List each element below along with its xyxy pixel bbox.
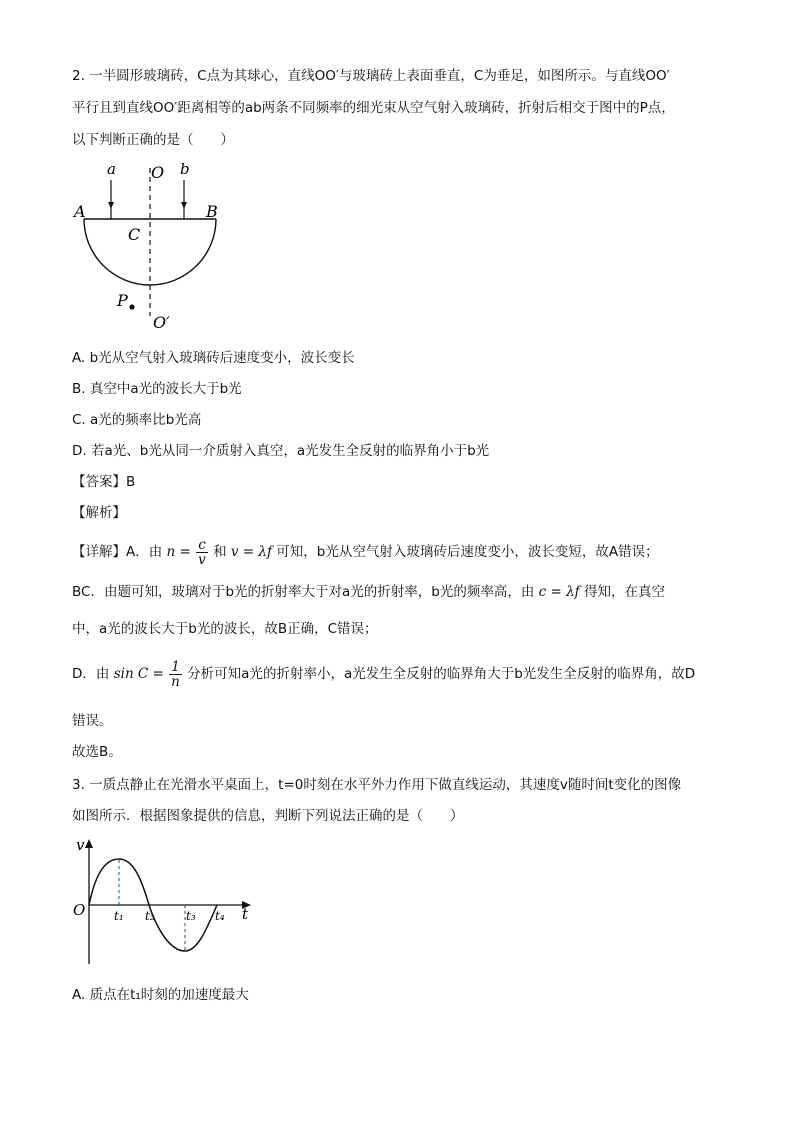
detail-bc-prefix: BC．由题可知，玻璃对于b光的折射率大于对a光的折射率，b光的频率高，由 [72, 584, 535, 600]
formula-n-denominator: v [198, 551, 206, 568]
detail-d-line [72, 654, 732, 694]
formula-v: v = λf [230, 544, 272, 560]
q2-stem-line-1: 2. 一半圆形玻璃砖，C点为其球心，直线OO′与玻璃砖上表面垂直，C为垂足，如图所示。与直线OO′ [72, 68, 670, 84]
label-o-prime: O′ [153, 313, 170, 332]
formula-sin-numerator: 1 [169, 660, 182, 675]
formula-sin-fraction [169, 660, 182, 689]
label-v: v [76, 836, 85, 854]
detail-bc-line-1 [72, 582, 732, 602]
formula-n-fraction [196, 538, 208, 567]
detail-d-suffix: 分析可知a光的折射率小，a光发生全反射的临界角大于b光发生全反射的临界角，故D [187, 666, 696, 682]
label-c: C [128, 225, 141, 244]
label-t2: t₂ [145, 909, 155, 923]
label-o: O [151, 163, 165, 182]
velocity-time-graph [70, 836, 260, 966]
formula-sin-lhs: sin C = [113, 666, 164, 682]
analysis-label: 【解析】 [72, 505, 126, 521]
detail-d-line-2: 错误。 [72, 713, 113, 729]
formula-c: c = λf [538, 584, 580, 600]
q2-option-c: C. a光的频率比b光高 [72, 412, 202, 428]
q2-stem-line-2: 平行且到直线OO′距离相等的ab两条不同频率的细光束从空气射入玻璃砖，折射后相交于图中的P点， [72, 100, 675, 116]
detail-a-line [72, 534, 732, 570]
q2-option-b: B. 真空中a光的波长大于b光 [72, 381, 242, 397]
q2-option-a: A. b光从空气射入玻璃砖后速度变小，波长变长 [72, 350, 355, 366]
detail-a-prefix: 【详解】A．由 [72, 544, 163, 560]
label-point-a: A [74, 202, 86, 221]
answer-label: 【答案】B [72, 474, 136, 490]
detail-a-suffix: 可知，b光从空气射入玻璃砖后速度变小，波长变短，故A错误； [276, 544, 659, 560]
q3-stem-line-1: 3. 一质点静止在光滑水平桌面上，t=0时刻在水平外力作用下做直线运动，其速度v随时间t变化的图像 [72, 777, 682, 793]
ray-a-arrow [108, 202, 114, 209]
q2-stem-line-3: 以下判断正确的是（ ） [72, 132, 234, 148]
v-axis-arrow [85, 839, 93, 848]
detail-a-and: 和 [213, 544, 227, 560]
q2-option-d: D. 若a光、b光从同一介质射入真空，a光发生全反射的临界角小于b光 [72, 443, 490, 459]
ray-b-arrow [181, 202, 187, 209]
label-t: t [242, 905, 249, 923]
q3-option-a: A. 质点在t₁时刻的加速度最大 [72, 987, 249, 1003]
q3-stem-line-2: 如图所示．根据图象提供的信息，判断下列说法正确的是（ ） [72, 808, 464, 824]
formula-n-lhs: n = [166, 544, 191, 560]
label-t3: t₃ [186, 909, 196, 923]
q2-conclusion: 故选B。 [72, 744, 122, 760]
glass-brick-diagram [70, 158, 230, 333]
formula-n-numerator: c [196, 538, 208, 553]
point-p [129, 304, 134, 309]
label-p: P [117, 291, 128, 310]
detail-bc-suffix: 得知，在真空 [583, 584, 665, 600]
label-point-b: B [206, 202, 218, 221]
formula-sin-denominator: n [171, 673, 180, 690]
detail-d-prefix: D．由 [72, 666, 110, 682]
label-t1: t₁ [114, 909, 124, 923]
label-t4: t₄ [215, 909, 225, 923]
label-origin: O [73, 901, 86, 919]
label-a: a [107, 160, 116, 178]
label-b: b [180, 160, 190, 178]
detail-bc-line-2: 中，a光的波长大于b光的波长，故B正确，C错误； [72, 621, 378, 637]
